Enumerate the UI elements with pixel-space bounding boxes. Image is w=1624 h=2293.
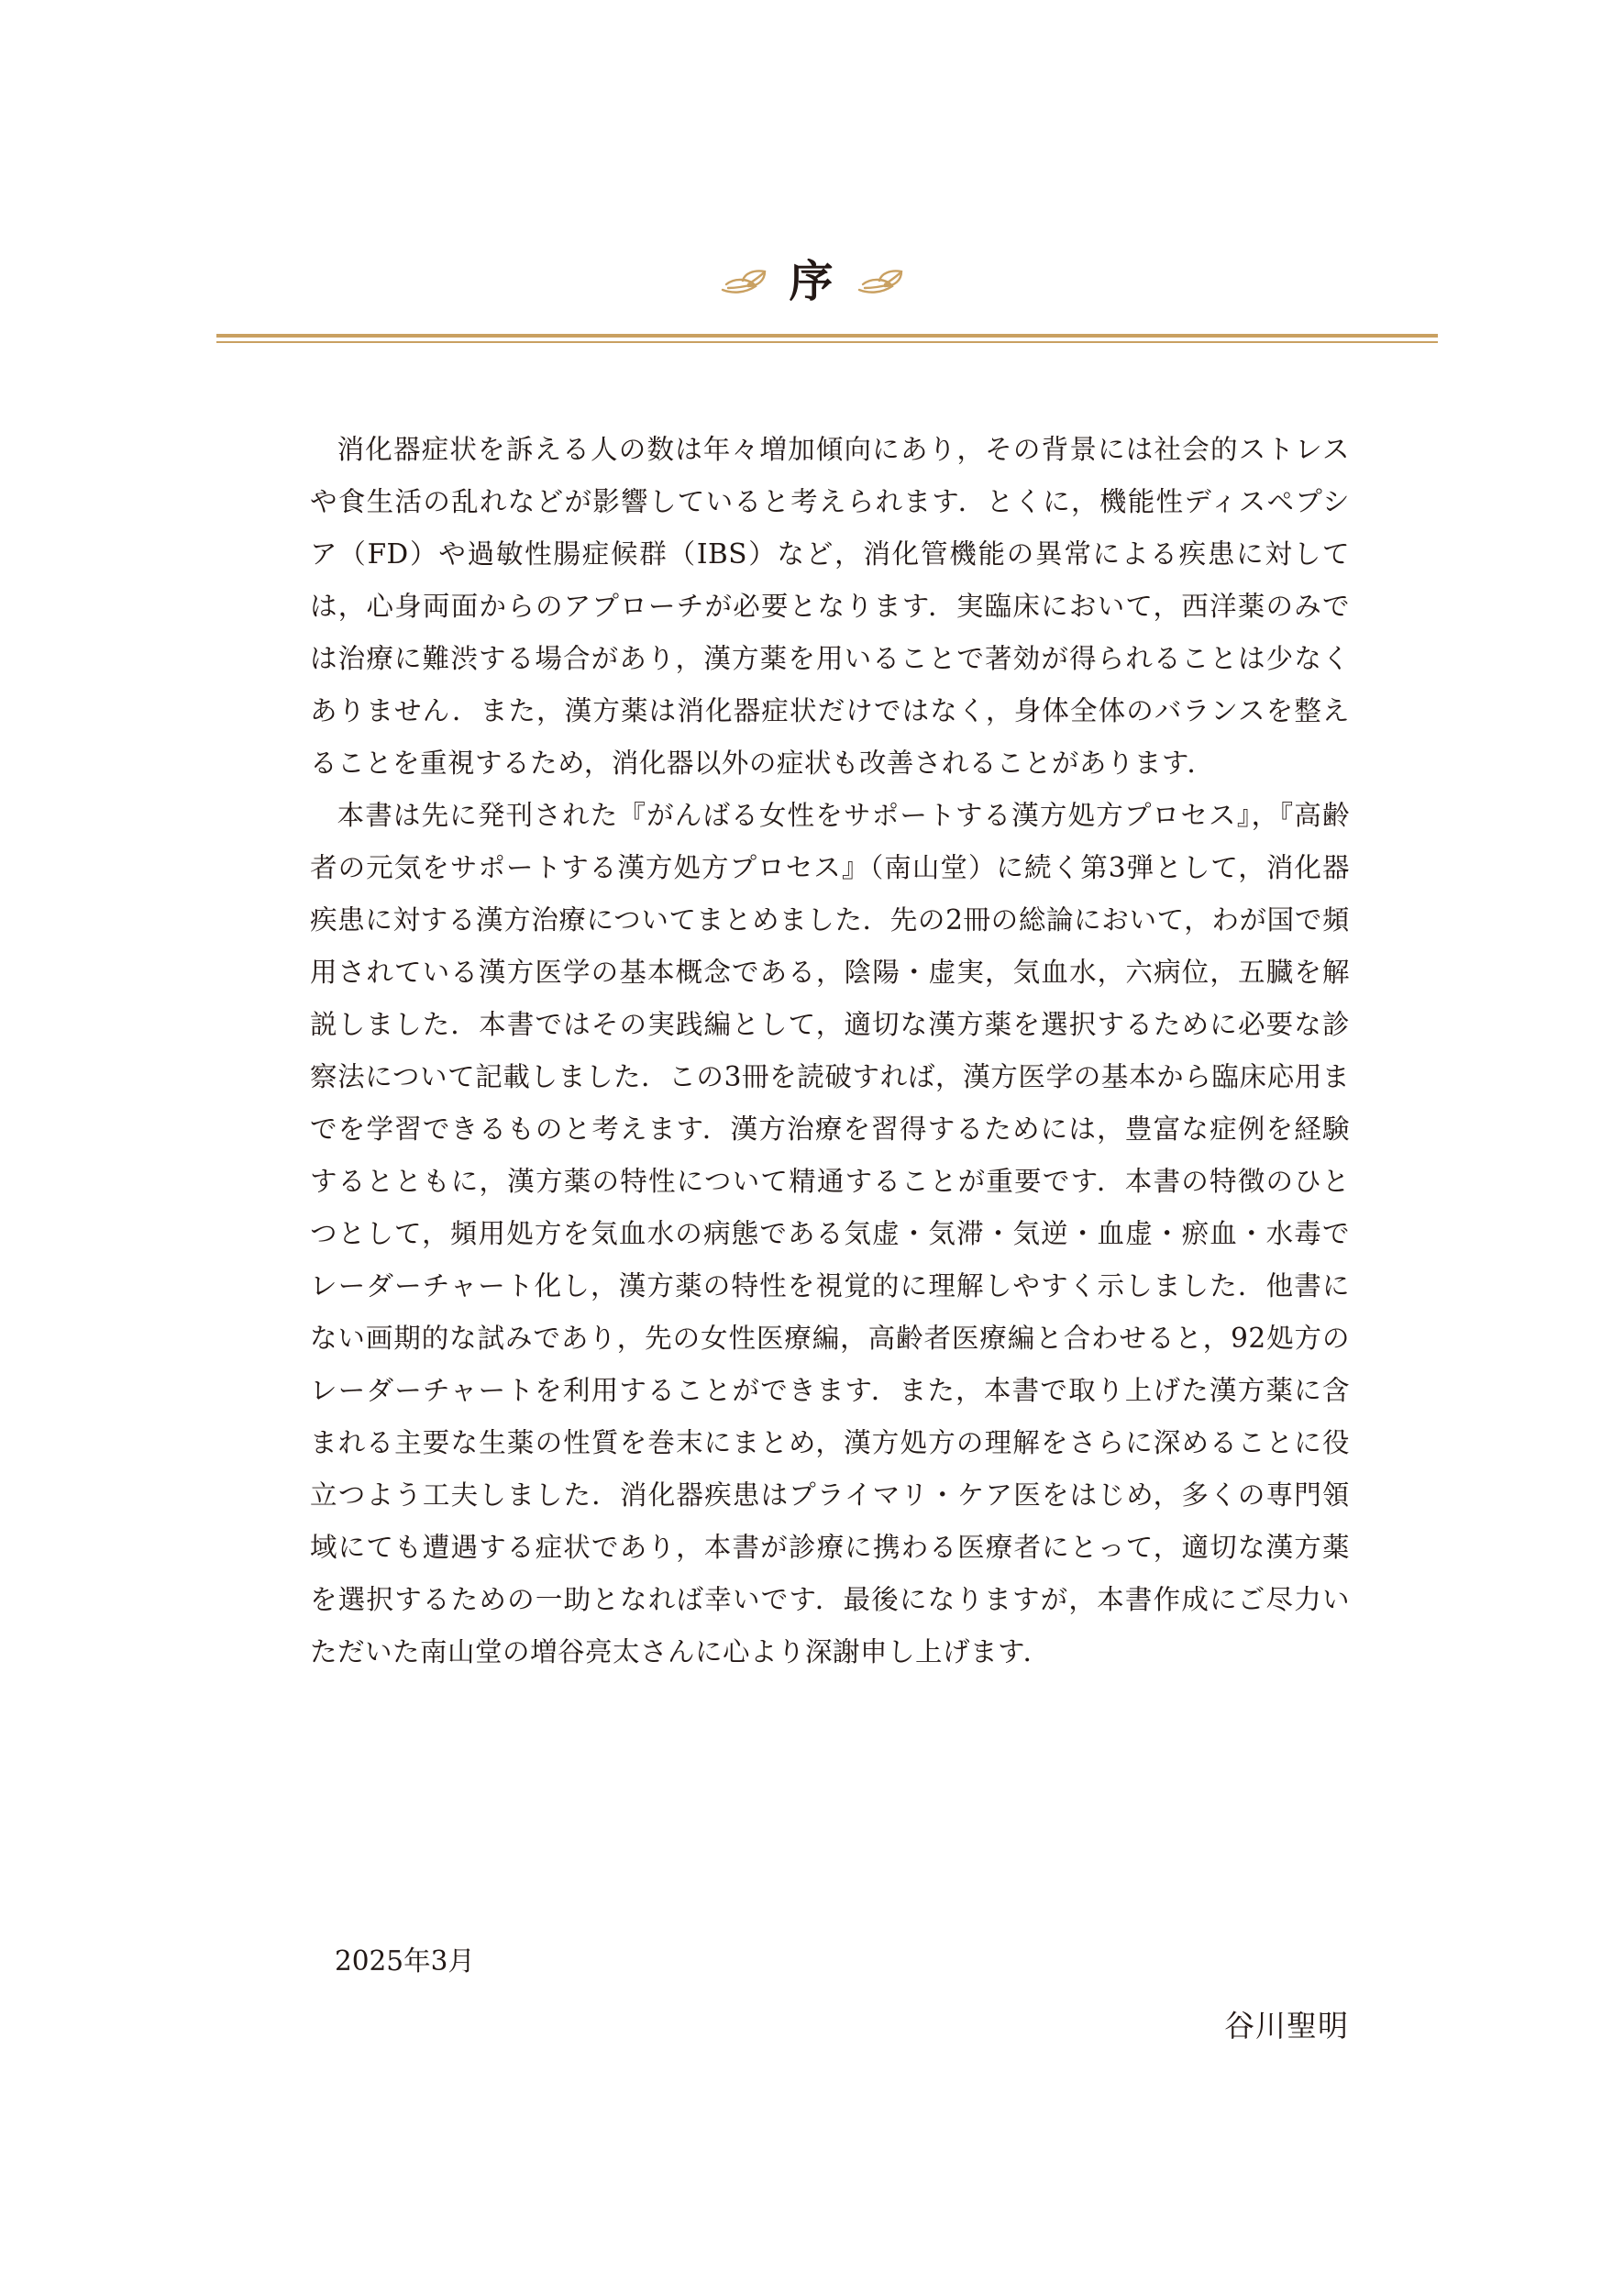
leaf-ornament-left-icon [719,266,768,297]
leaf-ornament-right-icon [856,266,905,297]
title-rule-thin [216,341,1438,343]
preface-body [310,424,1350,1678]
paragraph: 消化器症状を訴える人の数は年々増加傾向にあり，その背景には社会的ストレスや食生活の乱れなどが影響していると考えられます．とくに，機能性ディスペプシア（FD）や過敏性腸症候群（IBS）など，消化管機能の異常による疾患に対しては，心身両面からのアプローチが必要となります．実臨床において，西洋薬のみでは治療に難渋する場合があり，漢方薬を用いることで著効が得られることは少なくありません．また，漢方薬は消化器症状だけではなく，身体全体のバランスを整えることを重視するため，消化器以外の症状も改善されることがあります． [310,434,1350,779]
title-header [0,240,1624,323]
page-title: 序 [789,256,835,307]
author-name: 谷川聖明 [1224,2008,1349,2044]
date: 2025年3月 [335,1945,475,1977]
paragraph: 本書は先に発刊された『がんばる女性をサポートする漢方処方プロセス』，『高齢者の元気をサポートする漢方処方プロセス』（南山堂）に続く第3弾として，消化器疾患に対する漢方治療についてまとめました．先の2冊の総論において，わが国で頻用されている漢方医学の基本概念である，陰陽・虚実，気血水，六病位，五臓を解説しました．本書ではその実践編として，適切な漢方薬を選択するために必要な診察法について記載しました．この3冊を読破すれば，漢方医学の基本から臨床応用までを学習できるものと考えます．漢方治療を習得するためには，豊富な症例を経験するとともに，漢方薬の特性について精通することが重要です．本書の特徴のひとつとして，頻用処方を気血水の病態である気虚・気滞・気逆・血虚・瘀血・水毒でレーダーチャート化し，漢方薬の特性を視覚的に理解しやすく示しました．他書にない画期的な試みであり，先の女性医療編，高齢者医療編と合わせると，92処方のレーダーチャートを利用することができます．また，本書で取り上げた漢方薬に含まれる主要な生薬の性質を巻末にまとめ，漢方処方の理解をさらに深めることに役立つよう工夫しました．消化器疾患はプライマリ・ケア医をはじめ，多くの専門領域にても遭遇する症状であり，本書が診療に携わる医療者にとって，適切な漢方薬を選択するための一助となれば幸いです．最後になりますが，本書作成にご尽力いただいた南山堂の増谷亮太さんに心より深謝申し上げます． [310,800,1350,1667]
title-rule-thick [216,334,1438,338]
